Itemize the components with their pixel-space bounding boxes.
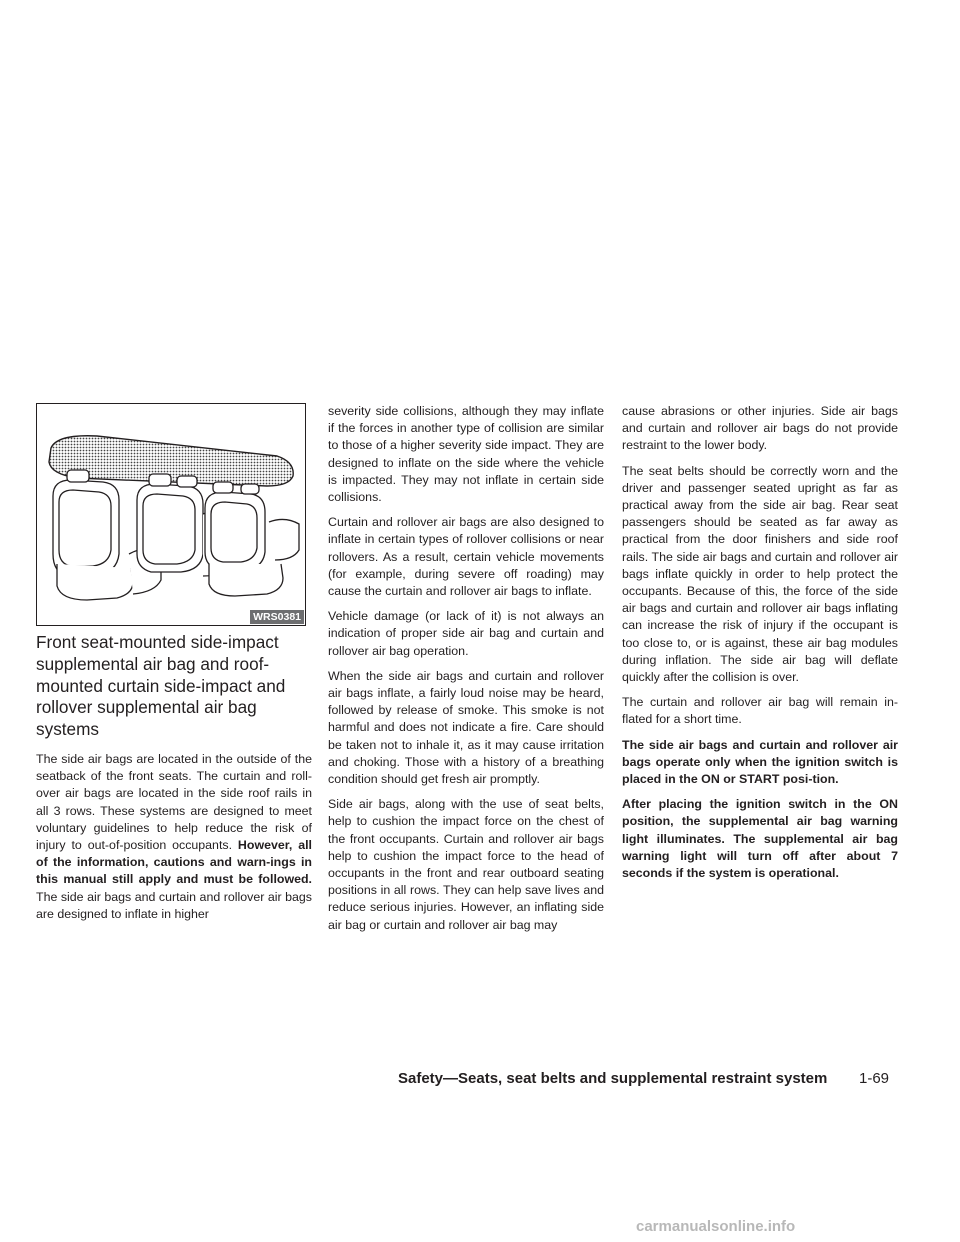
section-heading (36, 632, 312, 741)
airbag-illustration (36, 403, 306, 626)
paragraph-severity: severity side collisions, although they may inflate if the forces in another type of collision are similar to those of a higher severity side impact. They are designed to inflate on the side where the vehicle is impacted. They may not inflate in certain side collisions. (328, 404, 604, 505)
curtain-airbag-seats-drawing (37, 404, 305, 625)
left-column (36, 403, 312, 931)
paragraph-abrasions: cause abrasions or other injuries. Side air bags and curtain and rollover air bags do not provide restraint to the lower body. (622, 404, 898, 453)
heading-line-2: supplemental air bag and roof- (36, 653, 270, 674)
heading-line-3: mounted curtain side-impact and (36, 675, 286, 696)
paragraph-seat-belts: Side air bags, along with the use of seat belts, help to cushion the impact force on the chest of the front occupants. Curtain and rollover air bags help to cushion the impact force to the head of occupants in the front and rear outboard seating positions in all rows. They can help save lives and reduce serious injuries. However, an inflating side air bag or curtain and rollover air bag may (328, 797, 604, 932)
heading-line-4: rollover supplemental air bag systems (36, 697, 257, 740)
paragraph-vehicle-damage: Vehicle damage (or lack of it) is not always an indication of proper side air bag and curtain and rollover air bag operation. (328, 609, 604, 658)
page-number: 1-69 (859, 1070, 890, 1087)
watermark: carmanualsonline.info (636, 1218, 796, 1235)
intro-emphasis: However, all of the information, cautions and warn-ings in this manual still apply and must be followed. (36, 838, 312, 887)
paragraph-inflated-duration: The curtain and rollover air bag will remain in-flated for a short time. (622, 695, 898, 727)
paragraph-ignition-operation: The side air bags and curtain and rollover air bags operate only when the ignition switch is placed in the ON or START posi-tion. (622, 737, 898, 787)
paragraph-rollover: Curtain and rollover air bags are also designed to inflate in certain types of rollover collisions or near rollovers. As a result, certain vehicle movements (for example, during severe off roading) may cause the curtain and rollover air bags to inflate. (328, 515, 604, 599)
footer-section-title: Safety—Seats, seat belts and supplemental restraint system (398, 1070, 828, 1087)
intro-text: The side air bags are located in the outside of the seatback of the front seats. The curtain and roll-over air bags are located in the side roof rails in all 3 rows. These systems are designed to meet voluntary guidelines to help reduce the risk of injury to out-of-position occupants. (36, 751, 312, 852)
figure-code: WRS0381 (250, 610, 304, 624)
heading-line-1: Front seat-mounted side-impact (36, 632, 279, 652)
intro-paragraph (36, 751, 312, 923)
paragraph-warning-light: After placing the ignition switch in the ON position, the supplemental air bag warning light illuminates. The supplemental air bag warning light will turn off after about 7 seconds if the system is operational. (622, 797, 898, 881)
right-column (622, 403, 898, 890)
intro-tail: The side air bags and curtain and rollover air bags are designed to inflate in higher (36, 889, 312, 921)
middle-column (328, 403, 604, 942)
paragraph-seating-position: The seat belts should be correctly worn and the driver and passenger seated upright as far as practical away from the side air bag. Rear seat passengers should be seated as far away as practical from the door finishers and side roof rails. The side air bags and curtain and rollover air bags inflate quickly in order to help protect the occupants. Because of this, the force of the side air bags and curtain and rollover air bags inflating can increase the risk of injury if the occupant is too close to, or is against, these air bag modules during inflation. The side air bag will deflate quickly after the collision is over. (622, 463, 898, 685)
paragraph-inflation-noise: When the side air bags and curtain and rollover air bags inflate, a fairly loud noise may be heard, followed by release of smoke. This smoke is not harmful and does not indicate a fire. Care should be taken not to inhale it, as it may cause irritation and choking. Those with a history of a breathing condition should get fresh air promptly. (328, 668, 604, 787)
